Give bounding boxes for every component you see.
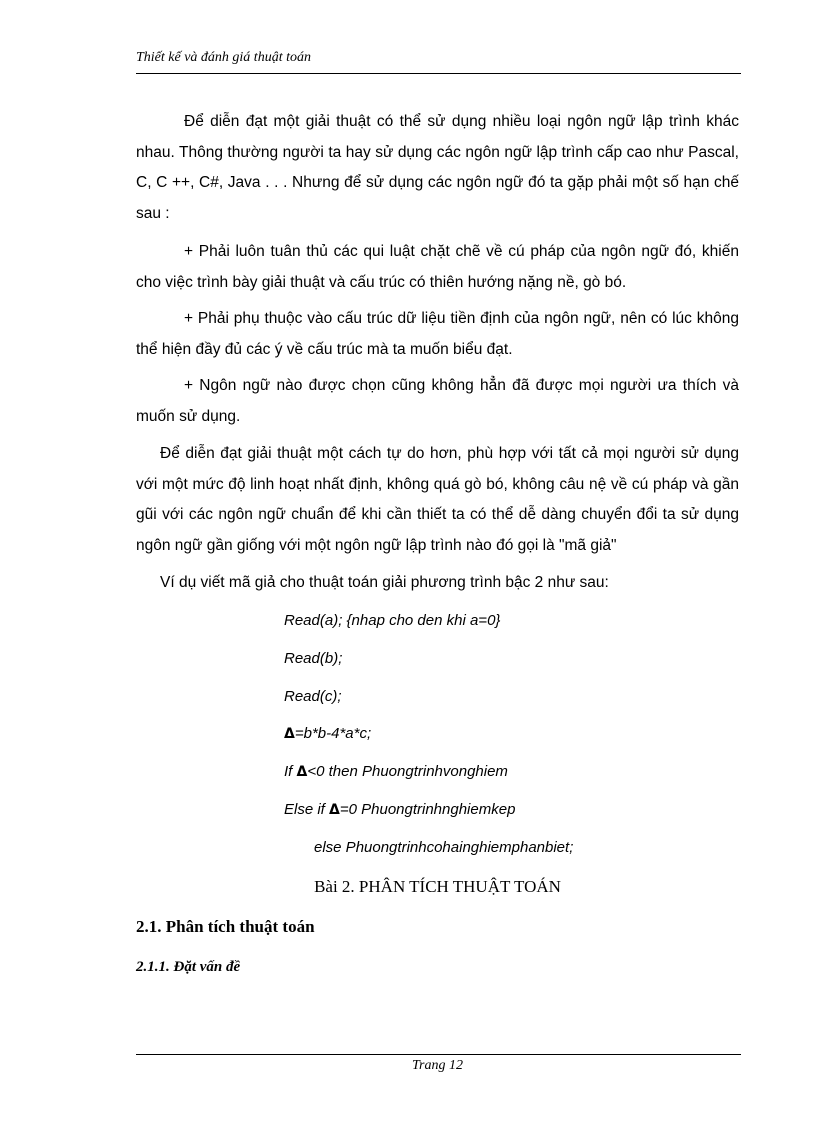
paragraph-pseudocode: Để diễn đạt giải thuật một cách tự do hơn, phù hợp với tất cả mọi người sử dụng với một mức độ linh hoạt nhất định, không quá gò bó, không câu nệ về cú pháp và gần gũi với các ngôn ngữ chuẩn để khi cần thiết ta có thể dễ dàng chuyển đổi ta sử dụng ngôn ngữ gần giống với một ngôn ngữ lập trình nào đó gọi là "mã giả" bbox=[136, 445, 739, 554]
code-line-read-a: Read(a); {nhap cho den khi a=0} bbox=[284, 612, 501, 629]
code-if-keyword: If bbox=[284, 763, 297, 780]
chapter-title: Bài 2. PHÂN TÍCH THUẬT TOÁN bbox=[314, 877, 561, 896]
section-heading: 2.1. Phân tích thuật toán bbox=[136, 917, 315, 936]
code-line-delta bbox=[284, 725, 371, 742]
code-line-else-if bbox=[284, 801, 515, 818]
code-line-else: else Phuongtrinhcohainghiemphanbiet; bbox=[314, 839, 574, 856]
page-header-title: Thiết kế và đánh giá thuật toán bbox=[136, 50, 311, 65]
delta-symbol: Δ bbox=[329, 802, 340, 818]
footer-rule bbox=[136, 1054, 741, 1055]
subsection-heading: 2.1.1. Đặt vấn đề bbox=[136, 959, 241, 975]
code-line-read-c: Read(c); bbox=[284, 688, 342, 705]
paragraph-example: Ví dụ viết mã giả cho thuật toán giải phương trình bậc 2 như sau: bbox=[160, 574, 609, 591]
delta-symbol: Δ bbox=[296, 764, 308, 780]
delta-symbol: Δ bbox=[284, 726, 295, 742]
paragraph-limitation-2: + Phải phụ thuộc vào cấu trúc dữ liệu tiền định của ngôn ngữ, nên có lúc không thể hiện đầy đủ các ý về cấu trúc mà ta muốn biểu đạt. bbox=[136, 310, 739, 358]
code-else-if-rest: =0 Phuongtrinhnghiemkep bbox=[339, 801, 516, 818]
paragraph-intro: Để diễn đạt một giải thuật có thể sử dụng nhiều loại ngôn ngữ lập trình khác nhau. Thông thường người ta hay sử dụng các ngôn ngữ lập trình cấp cao như Pascal, C, C ++, C#, Java . . . Nhưng để sử dụng các ngôn ngữ đó ta gặp phải một số hạn chế sau : bbox=[136, 113, 739, 222]
paragraph-limitation-3: + Ngôn ngữ nào được chọn cũng không hẳn đã được mọi người ưa thích và muốn sử dụng. bbox=[136, 377, 739, 425]
code-line-delta-expr: =b*b-4*a*c; bbox=[294, 725, 372, 742]
code-else-if-keyword: Else if bbox=[284, 801, 330, 818]
code-line-if bbox=[284, 763, 508, 780]
code-if-rest: <0 then Phuongtrinhvonghiem bbox=[307, 763, 508, 780]
paragraph-limitation-1: + Phải luôn tuân thủ các qui luật chặt chẽ về cú pháp của ngôn ngữ đó, khiến cho việc trình bày giải thuật và cấu trúc có thiên hướng nặng nề, gò bó. bbox=[136, 243, 739, 291]
header-rule bbox=[136, 73, 741, 74]
code-line-read-b: Read(b); bbox=[284, 650, 343, 667]
page-number: Trang 12 bbox=[412, 1058, 463, 1073]
